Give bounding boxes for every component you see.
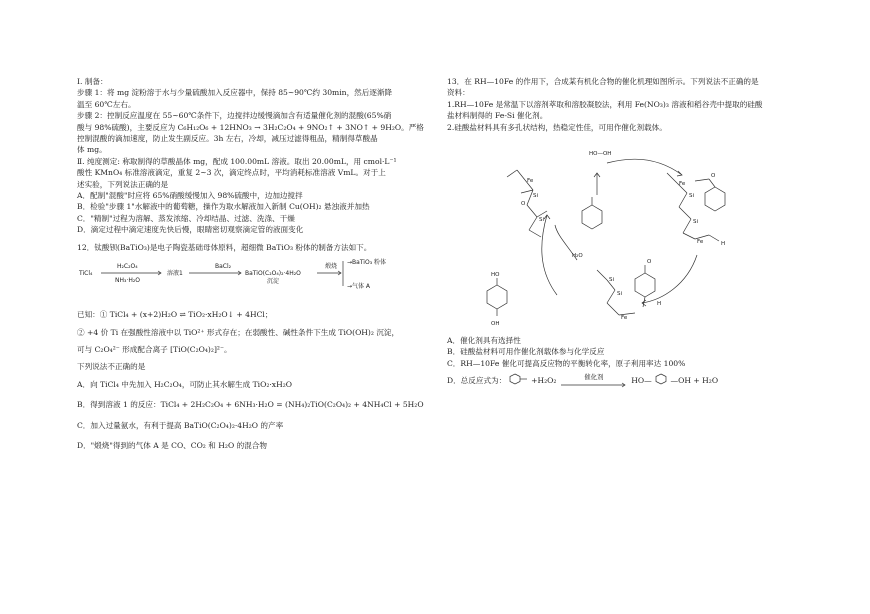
label-si: Si (617, 291, 623, 298)
mechanism-diagram (447, 135, 797, 335)
option-a: A．向 TiCl₄ 中先加入 H₂C₂O₄，可防止其水解生成 TiO₂·xH₂O (77, 379, 292, 389)
question-13-title: 13．在 RH—10Fe 的作用下，合成某有机化合物的催化机理如图所示。下列说法不正确的是 (447, 77, 759, 86)
scheme-reagent2: BaCl₂ (215, 263, 232, 271)
option-d-product: HO— (631, 376, 652, 386)
reaction-arrow (559, 375, 629, 387)
scheme-reagent1-bottom: NH₃·H₂O (115, 277, 140, 285)
label-fe: Fe (679, 181, 686, 188)
question-12-title: 12．钛酸钡(BaTiO₃)是电子陶瓷基础母体原料，超细微 BaTiO₃ 粉体的制备方法如下。 (77, 242, 372, 252)
right-column (447, 76, 797, 387)
scheme-gas: →气体 A (347, 283, 371, 291)
option-d: D．滴定过程中滴定速度先快后慢，眼睛密切观察滴定管的液面变化 (77, 225, 304, 235)
label-h2o2: HO—OH (589, 151, 612, 158)
label-fe: Fe (527, 178, 534, 185)
label-h: H (657, 301, 662, 308)
scheme-start: TiCl₄ (79, 270, 93, 278)
option-c: C．加入过量氨水，有利于提高 BaTiO(C₂O₄)₂·4H₂O 的产率 (77, 420, 284, 430)
option-c: C．RH—10Fe 催化可提高反应物的平衡转化率，原子利用率达 100% (447, 358, 686, 368)
question-ask: 下列说法不正确的是 (77, 362, 146, 372)
option-a: A．配制"混酸"时应将 65%硝酸缓慢加入 98%硫酸中，边加边搅拌 (77, 191, 303, 201)
option-b: B．得到溶液 1 的反应：TiCl₄ + 2H₂C₂O₄ + 6NH₃·H₂O = (NH₄)₂TiO(C₂O₄)₂ + 4NH₄Cl + 5H₂O (77, 400, 424, 410)
label-o: O (711, 173, 716, 180)
label-o: O (647, 259, 652, 266)
label-si: Si (693, 219, 699, 226)
option-c: C．"精制"过程为溶解、蒸发浓缩、冷却结晶、过滤、洗涤、干燥 (77, 213, 295, 223)
label-si: Si (689, 193, 695, 200)
label-h: H (721, 241, 726, 248)
scheme-powder: →BaTiO₃ 粉体 (347, 259, 387, 267)
scheme-precipitate: 沉淀 (267, 278, 280, 286)
text-line: 步骤 1：将 mg 淀粉溶于水与少量硫酸加入反应器中，保持 85~90℃约 30min，然后逐渐降 (77, 88, 393, 98)
text-line: 酸性 KMnO₄ 标准溶液滴定，重复 2~3 次，滴定终点时，平均消耗标准溶液 VmL。对于上 (77, 168, 386, 178)
option-d-product-end: —OH + H₂O (670, 376, 719, 386)
label-si: Si (533, 193, 539, 200)
mechanism-diagram-svg (447, 135, 797, 335)
text-line: 述实验，下列说法正确的是 (77, 179, 169, 189)
option-b: B．硅酸盐材料可用作催化剂载体参与化学反应 (447, 347, 605, 357)
option-d: D．"煅烧"得到的气体 A 是 CO、CO₂ 和 H₂O 的混合物 (77, 440, 267, 450)
option-d-plus: +H₂O₂ (531, 376, 557, 386)
info-1a: 1.RH—10Fe 是常温下以溶剂萃取和溶胶凝胶法，利用 Fe(NO₃)₃ 溶液和稻谷壳中提取的硅酸 (447, 99, 763, 109)
text-line: 酸与 98%硫酸)，主要反应为 C₆H₁₂O₆ + 12HNO₃ → 3H₂C₂O₄ + 9NO₂↑ + 3NO↑ + 9H₂O。严格 (77, 122, 424, 132)
option-d-prefix: D．总反应式为： (447, 376, 507, 386)
option-b: B．检验"步骤 1"水解液中的葡萄糖，操作为取水解液加入新制 Cu(OH)₂ 悬浊液并加热 (77, 202, 370, 212)
benzene-ring-icon (509, 373, 529, 385)
label-fe: Fe (697, 239, 704, 246)
known-condition-3: 可与 C₂O₄²⁻ 形成配合离子 [TiO(C₂O₄)₂]²⁻。 (77, 344, 232, 354)
label-si: Si (609, 277, 615, 284)
info-label: 资料： (447, 88, 470, 98)
label-h2o: H₂O (572, 253, 583, 260)
text-line: Ⅰ. 制备： (77, 77, 108, 86)
option-d-condition: 催化剂 (584, 373, 604, 382)
scheme-reagent1-top: H₂C₂O₄ (117, 263, 138, 271)
label-oh: OH (491, 321, 500, 328)
text-line: 体 mg。 (77, 145, 107, 155)
flow-scheme-svg (77, 255, 437, 309)
text-line: 步骤 2：控制反应温度在 55~60℃条件下，边搅拌边缓慢滴加含有适量催化剂的混酸(65%硝 (77, 111, 392, 121)
label-fe: Fe (621, 315, 628, 322)
label-si: Si (539, 217, 545, 224)
flow-scheme (77, 255, 437, 309)
label-o: O (521, 201, 526, 208)
info-1b: 盐材料制得的 Fe-Si 催化剂。 (447, 111, 548, 121)
option-a: A．催化剂具有选择性 (447, 336, 521, 346)
left-column (77, 76, 437, 451)
scheme-product: BaTiO(C₂O₄)₂·4H₂O (245, 270, 301, 278)
text-line: 控制混酸的滴加速度，防止发生副反应。3h 左右，冷却，减压过滤得粗品，精制得草酸晶 (77, 134, 378, 144)
info-2: 2.硅酸盐材料具有多孔状结构，热稳定性佳，可用作催化剂载体。 (447, 122, 667, 132)
arrow-icon (559, 382, 629, 388)
scheme-calcine: 煅烧 (325, 263, 338, 271)
benzene-ring-icon (654, 373, 668, 385)
known-condition-2: ② +4 价 Ti 在强酸性溶液中以 TiO²⁺ 形式存在；在弱酸性、碱性条件下生成 TiO(OH)₂ 沉淀， (77, 327, 400, 337)
text-line: Ⅱ. 纯度测定: 称取制得的草酸晶体 mg，配成 100.00mL 溶液。取出 20.00mL，用 cmol·L⁻¹ (77, 156, 397, 166)
option-d (447, 373, 797, 387)
scheme-solution1: 溶液1 (167, 270, 183, 278)
label-ho: HO (491, 272, 500, 279)
known-condition-1: 已知：① TiCl₄ + (x+2)H₂O ⇌ TiO₂·xH₂O↓ + 4HCl； (77, 310, 273, 320)
text-line: 温至 60℃左右。 (77, 99, 136, 109)
